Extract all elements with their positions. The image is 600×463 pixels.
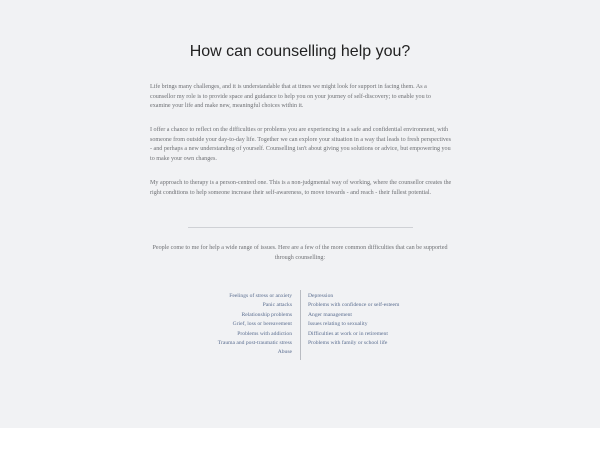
issue-item: Depression — [308, 293, 334, 299]
issue-item: Panic attacks — [262, 302, 292, 309]
intro-paragraph-2: I offer a chance to reflect on the difficulties or problems you are experiencing in a safe and confidential environment, with someone from outside your day-to-day life. Together we can explore your situation in a way that leads to fresh perspectives - and perhaps a new understanding of yourself. Counselling isn't about giving you solutions or advice, but empowering you to make your own changes. — [150, 127, 452, 162]
issue-item: Feelings of stress or anxiety — [229, 293, 292, 299]
issue-item: Anger management — [308, 311, 352, 318]
issue-item: Issues relating to sexuality — [308, 321, 368, 328]
intro-paragraph-3: My approach to therapy is a person-centred one. This is a non-judgmental way of working, where the counsellor creates the right conditions to help someone increase their self-awareness, to move towards - and reach - their fullest potential. — [150, 180, 452, 196]
issues-list-left — [218, 292, 292, 358]
issue-item: Abuse — [277, 349, 292, 356]
intro-paragraph-1: Life brings many challenges, and it is understandable that at times we might look for support in facing them. As a counsellor my role is to provide space and guidance to help you on your journey of self-discovery; to enable you to examine your life and make new, meaningful choices within it. — [150, 84, 431, 109]
issue-item: Difficulties at work or in retirement — [308, 330, 388, 337]
issue-item: Problems with family or school life — [308, 340, 388, 347]
issue-item: Problems with addiction — [237, 330, 292, 337]
issues-list-right — [308, 292, 399, 348]
issues-column-separator — [300, 290, 301, 360]
section-divider — [188, 227, 413, 228]
issues-intro-text: People come to me for help a wide range of issues. Here are a few of the more common difficulties that can be supported through counselling: — [152, 245, 448, 261]
issue-item: Relationship problems — [241, 311, 292, 318]
issue-item: Grief, loss or bereavement — [232, 321, 292, 328]
section-title: How can counselling help you? — [189, 43, 411, 60]
issue-item: Trauma and post-traumatic stress — [217, 340, 292, 347]
issue-item: Problems with confidence or self-esteem — [308, 302, 400, 309]
